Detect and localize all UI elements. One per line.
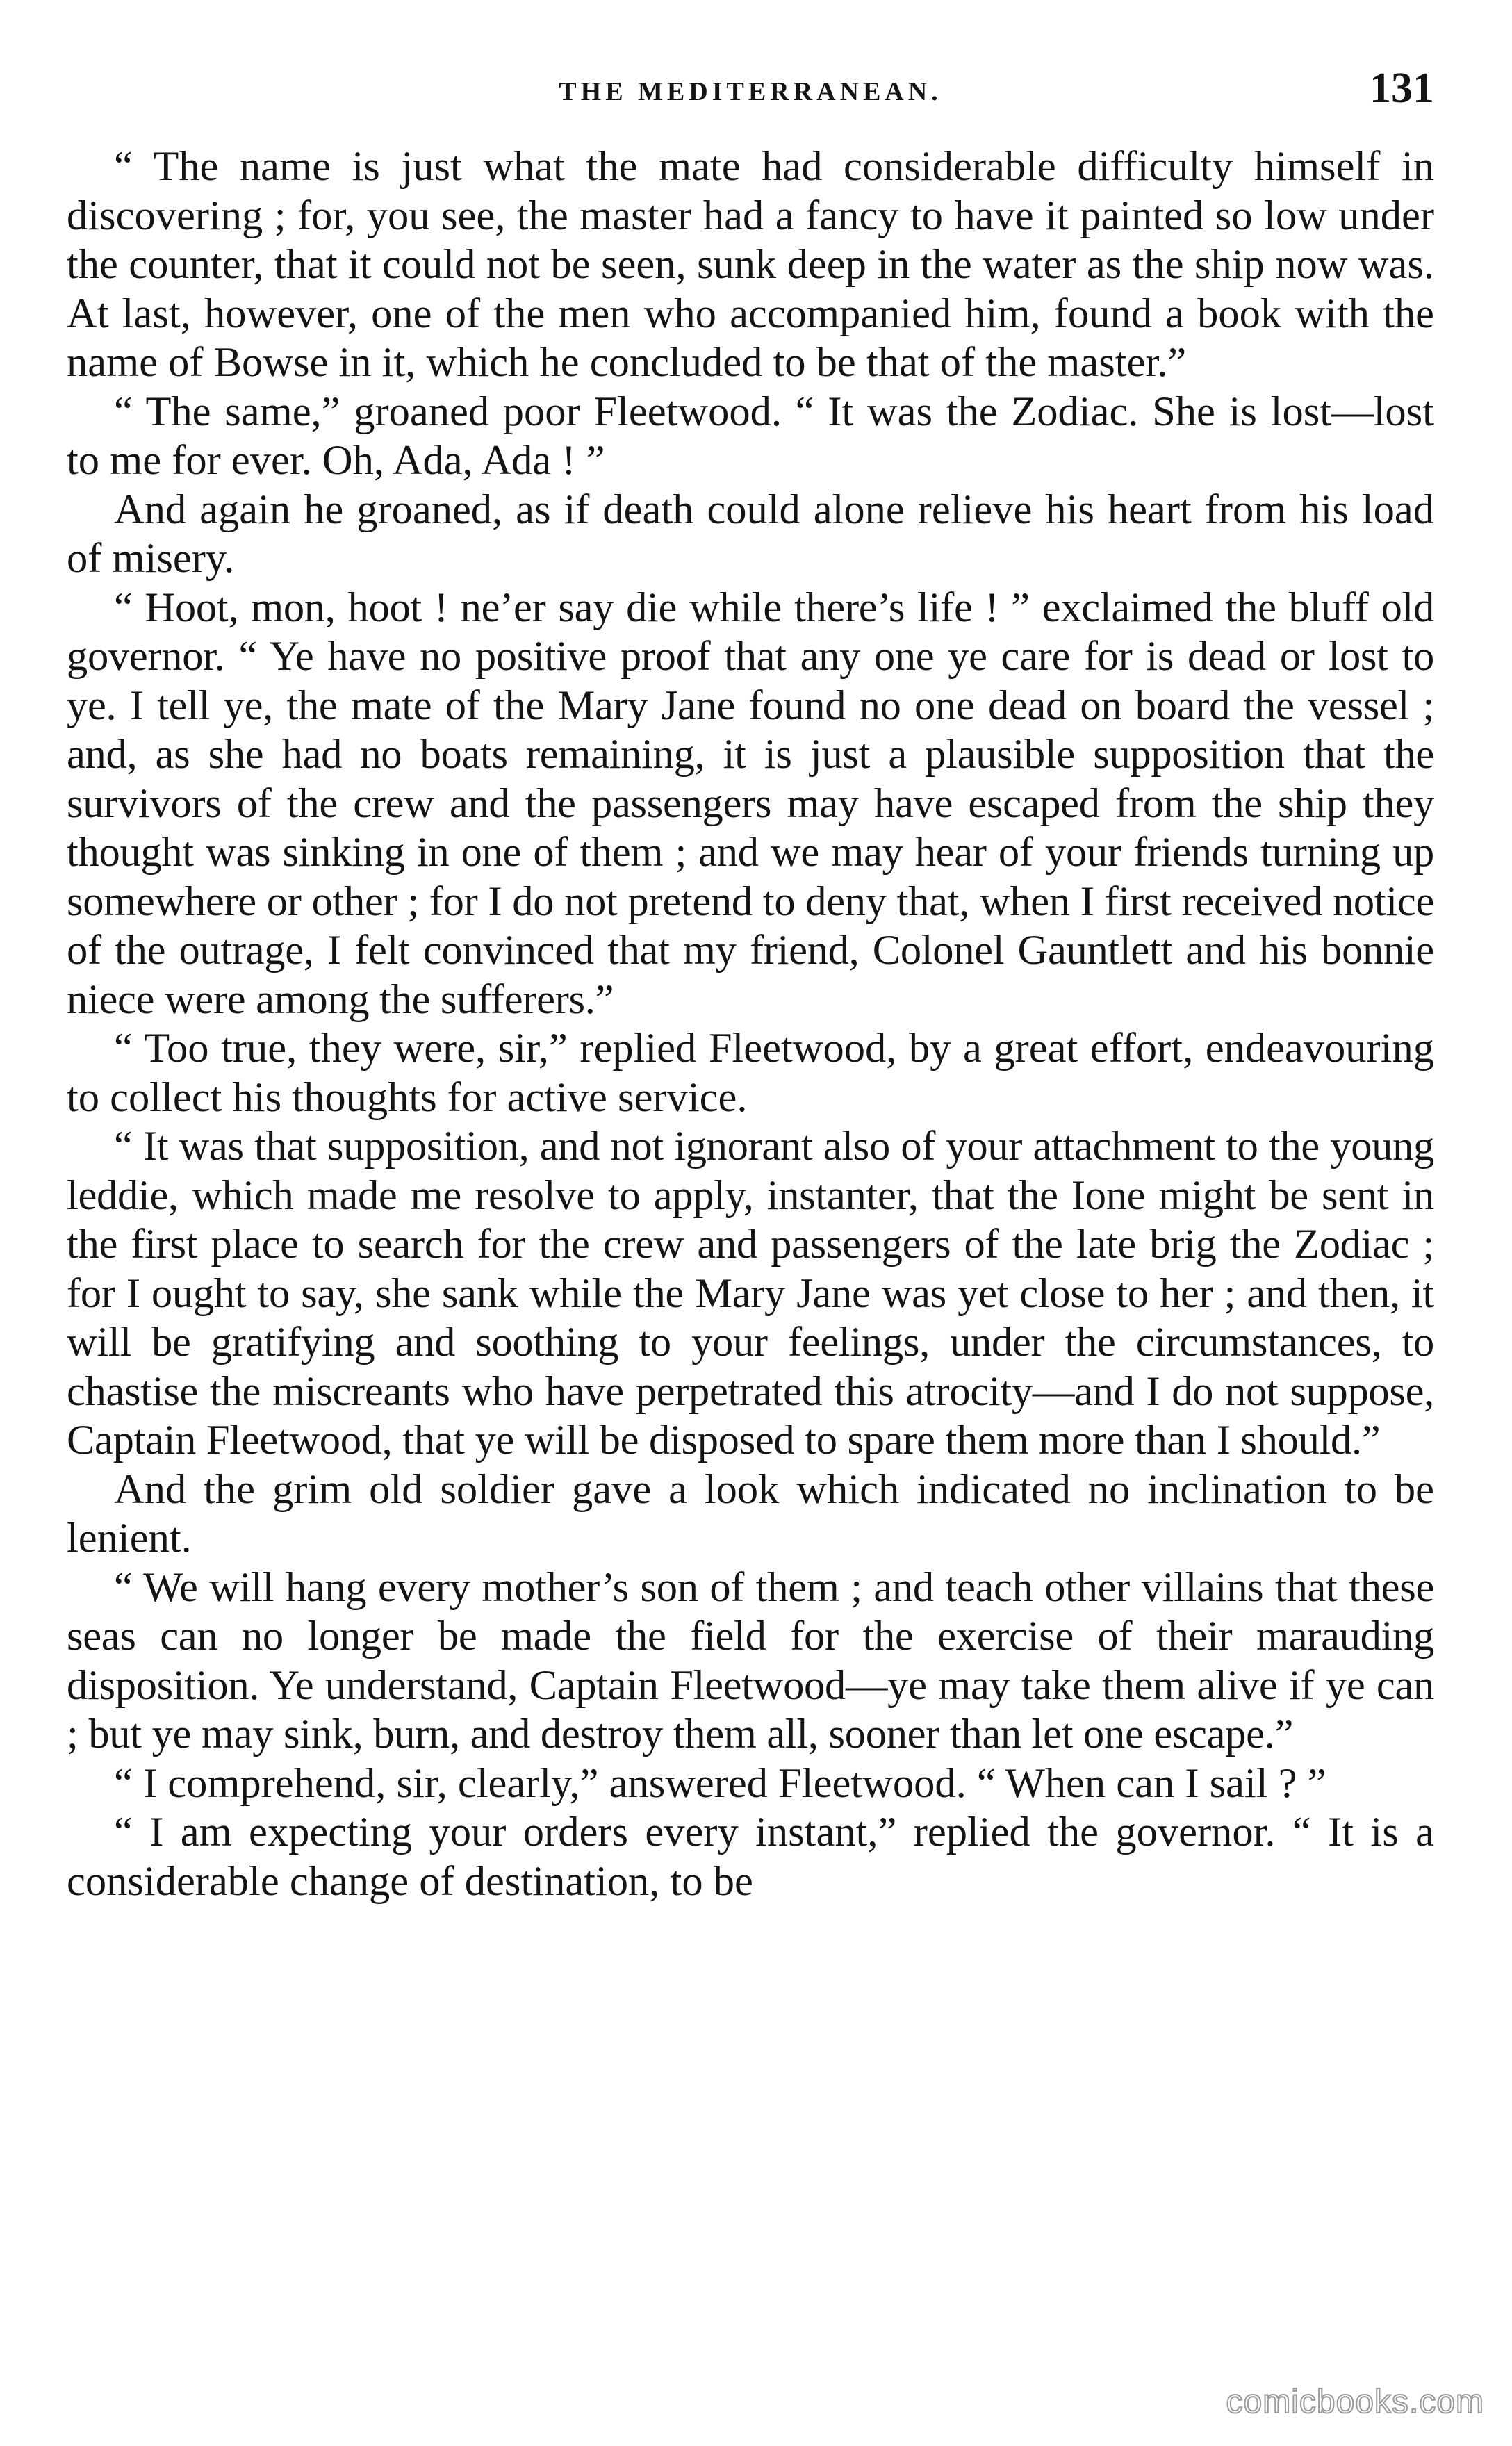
page-number: 131 <box>1370 65 1434 112</box>
paragraph: And the grim old soldier gave a look which indicated no inclination to be lenient. <box>67 1466 1434 1561</box>
paragraph: “ Too true, they were, sir,” replied Fleetwood, by a great effort, endeavouring to collect his thoughts for active service. <box>67 1025 1434 1121</box>
paragraph: “ We will hang every mother’s son of them ; and teach other villains that these seas can no longer be made the field for the exercise of their marauding disposition. Ye understand, Captain Fleetwood—ye may take them alive if ye can ; but ye may sink, burn, and destroy them all, sooner than let one escape.” <box>67 1563 1434 1757</box>
watermark-text: comicbooks.com <box>1226 2383 1484 2420</box>
paragraph: “ I am expecting your orders every instant,” replied the governor. “ It is a considerable change of destination, to be <box>67 1809 1434 1905</box>
paragraph: “ I comprehend, sir, clearly,” answered Fleetwood. “ When can I sail ? ” <box>114 1759 1326 1807</box>
body-text <box>67 142 1434 1906</box>
page-header <box>67 64 1434 126</box>
paragraph: “ It was that supposition, and not ignorant also of your attachment to the young leddie, which made me resolve to apply, instanter, that the Ione might be sent in the first place to search for the crew and passengers of the late brig the Zodiac ; for I ought to say, she sank while the Mary Jane was yet close to her ; and then, it will be gratifying and soothing to your feelings, under the circumstances, to chastise the miscreants who have perpetrated this atrocity—and I do not suppose, Captain Fleetwood, that ye will be disposed to spare them more than I should.” <box>67 1123 1434 1463</box>
paragraph: “ The name is just what the mate had considerable difficulty himself in discovering ; for, you see, the master had a fancy to have it painted so low under the counter, that it could not be seen, sunk deep in the water as the ship now was. At last, however, one of the men who accompanied him, found a book with the name of Bowse in it, which he concluded to be that of the master.” <box>67 143 1434 386</box>
paragraph: And again he groaned, as if death could alone relieve his heart from his load of misery. <box>67 486 1434 582</box>
running-head: THE MEDITERRANEAN. <box>559 77 942 106</box>
paragraph: “ Hoot, mon, hoot ! ne’er say die while there’s life ! ” exclaimed the bluff old governor. “ Ye have no positive proof that any one ye care for is dead or lost to ye. I tell ye, the mate of the Mary Jane found no one dead on board the vessel ; and, as she had no boats remaining, it is just a plausible supposition that the survivors of the crew and the passengers may have escaped from the ship they thought was sinking in one of them ; and we may hear of your friends turning up somewhere or other ; for I do not pretend to deny that, when I first received notice of the outrage, I felt convinced that my friend, Colonel Gauntlett and his bonnie niece were among the sufferers.” <box>67 584 1434 1023</box>
paragraph: “ The same,” groaned poor Fleetwood. “ It was the Zodiac. She is lost—lost to me for ever. Oh, Ada, Ada ! ” <box>67 388 1434 484</box>
